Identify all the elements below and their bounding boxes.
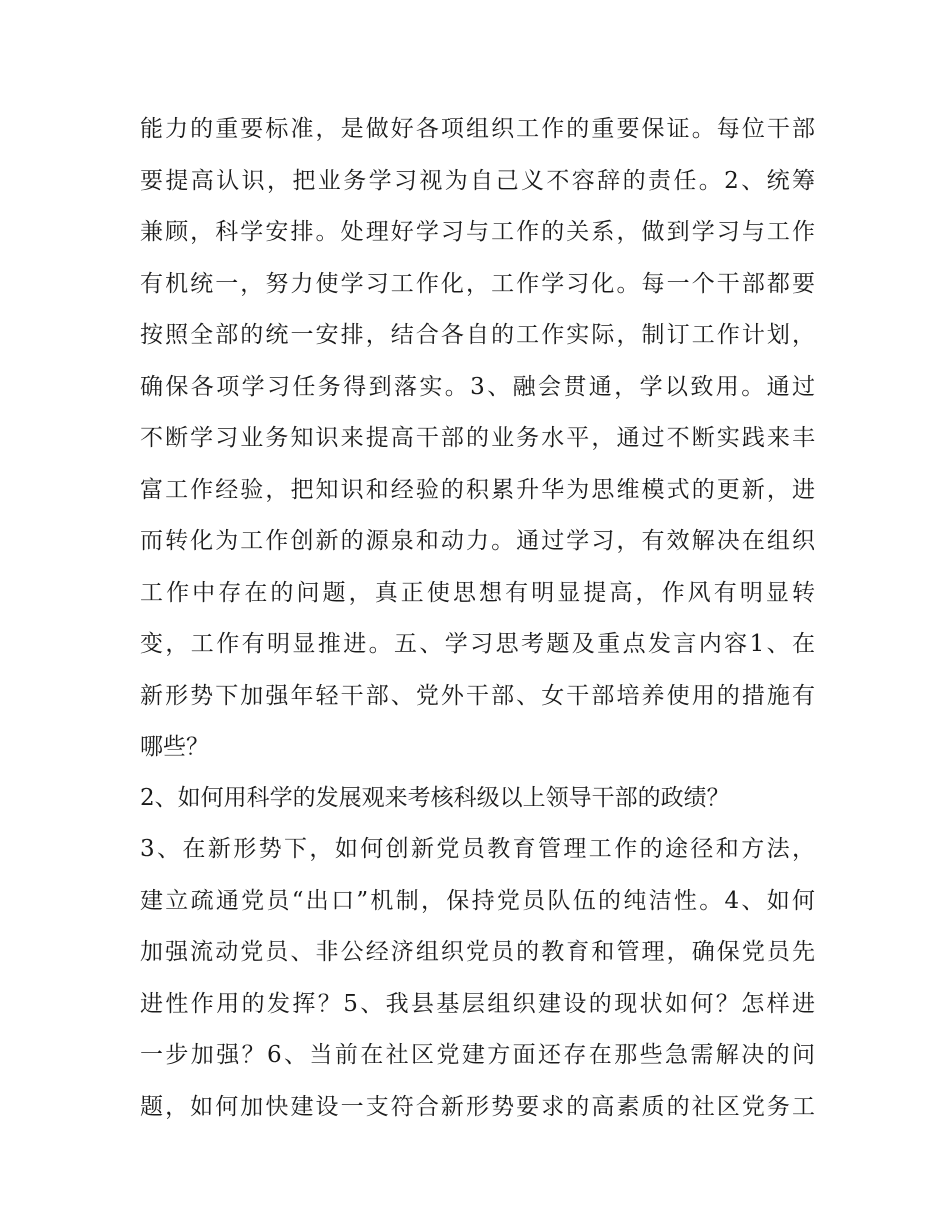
text-line: 能力的重要标准，是做好各项组织工作的重要保证。每位干部 — [140, 116, 815, 142]
text-line: 新形势下加强年轻干部、党外干部、女干部培养使用的措施有 — [140, 682, 815, 709]
text-line: 变，工作有明显推进。五、学习思考题及重点发言内容1、在 — [140, 631, 815, 657]
text-line: 一步加强？6、当前在社区党建方面还存在那些急需解决的问 — [140, 1042, 815, 1068]
paragraph-question-3-6 — [140, 824, 815, 1133]
text-line: 有机统一，努力使学习工作化，工作学习化。每一个干部都要 — [140, 270, 815, 297]
paragraph-question-2 — [140, 773, 815, 825]
text-line: 按照全部的统一安排，结合各自的工作实际，制订工作计划， — [140, 322, 815, 348]
text-line: 2、如何用科学的发展观来考核科级以上领导干部的政绩？ — [140, 785, 730, 811]
text-line: 题，如何加快建设一支符合新形势要求的高素质的社区党务工 — [140, 1093, 815, 1120]
text-line: 3、在新形势下，如何创新党员教育管理工作的途径和方法， — [140, 836, 815, 862]
text-line: 哪些？ — [140, 734, 209, 760]
text-line: 而转化为工作创新的源泉和动力。通过学习，有效解决在组织 — [140, 528, 815, 554]
text-line: 兼顾，科学安排。处理好学习与工作的关系，做到学习与工作 — [140, 219, 815, 245]
text-line: 建立疏通党员“出口”机制，保持党员队伍的纯洁性。4、如何 — [140, 887, 815, 914]
text-line: 确保各项学习任务得到落实。3、融会贯通，学以致用。通过 — [140, 373, 815, 400]
text-line: 不断学习业务知识来提高干部的业务水平，通过不断实践来丰 — [140, 425, 815, 451]
text-line: 要提高认识，把业务学习视为自己义不容辞的责任。2、统筹 — [140, 167, 815, 194]
paragraph-study-requirements — [140, 104, 815, 774]
text-line: 加强流动党员、非公经济组织党员的教育和管理，确保党员先 — [140, 939, 815, 965]
text-line: 富工作经验，把知识和经验的积累升华为思维模式的更新，进 — [140, 476, 815, 503]
text-line: 工作中存在的问题，真正使思想有明显提高，作风有明显转 — [140, 579, 815, 606]
text-line: 进性作用的发挥？5、我县基层组织建设的现状如何？怎样进 — [140, 990, 815, 1017]
